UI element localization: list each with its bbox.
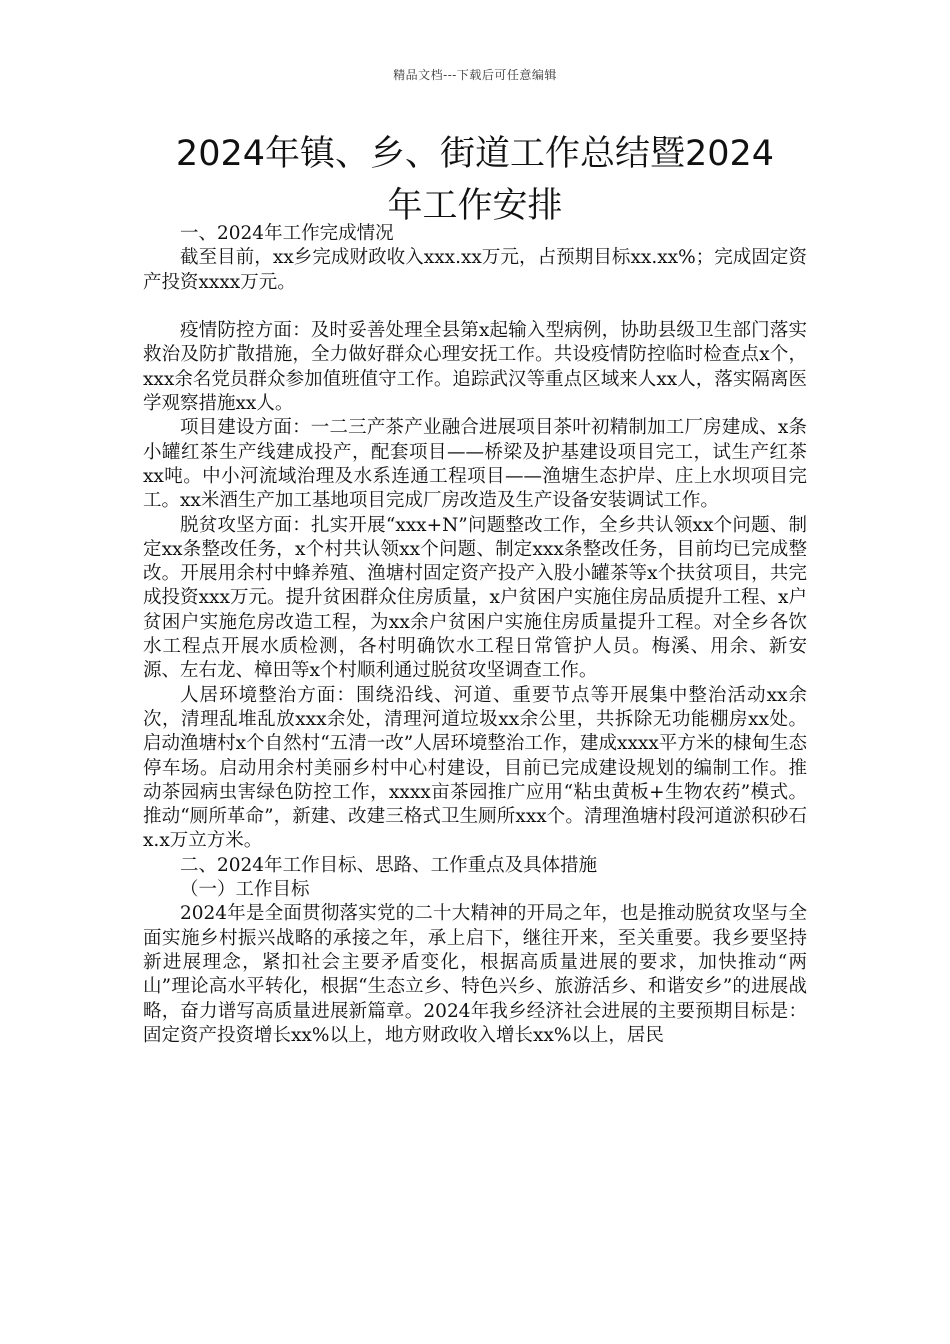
page-header: 精品文档---下载后可任意编辑 (393, 68, 557, 82)
paragraph-poverty-alleviation: 脱贫攻坚方面：扎实开展“xxx+N”问题整改工作，全乡共认领xx个问题、制定xx条整改任务，x个村共认领xx个问题、制定xxx条整改任务，目前均已完成整改。开展用余村中蜂养殖、渔塘村固定资产投产入股小罐茶等x个扶贫项目，共完成投资xxx万元。提升贫困群众住房质量，x户贫困户实施住房品质提升工程、x户贫困户实施危房改造工程，为xx余户贫困户实施住房质量提升工程。对全乡各饮水工程点开展水质检测，各村明确饮水工程日常管护人员。梅溪、用余、新安源、左右龙、樟田等x个村顺利通过脱贫攻坚调查工作。 (143, 514, 807, 682)
title-line-1: 2024年镇、乡、街道工作总结暨2024 (175, 134, 775, 174)
section-heading-2: 二、2024年工作目标、思路、工作重点及具体措施 (180, 854, 598, 876)
document-body (143, 222, 807, 1048)
section-heading-1: 一、2024年工作完成情况 (180, 223, 394, 244)
title-line-2: 年工作安排 (387, 186, 563, 226)
paragraph-epidemic-control: 疫情防控方面：及时妥善处理全县第x起输入型病例，协助县级卫生部门落实救治及防扩散措施，全力做好群众心理安抚工作。共设疫情防控临时检查点x个，xxx余名党员群众参加值班值守工作。追踪武汉等重点区域来人xx人，落实隔离医学观察措施xx人。 (143, 320, 807, 415)
paragraph-project-construction: 项目建设方面：一二三产茶产业融合进展项目茶叶初精制加工厂房建成、x条小罐红茶生产线建成投产，配套项目——桥梁及护基建设项目完工，试生产红茶xx吨。中小河流域治理及水系连通工程项目——渔塘生态护岸、庄上水坝项目完工。xx米酒生产加工基地项目完成厂房改造及生产设备安装调试工作。 (143, 417, 807, 512)
paragraph-finance-summary: 截至目前，xx乡完成财政收入xxx.xx万元，占预期目标xx.xx%；完成固定资产投资xxxx万元。 (143, 247, 807, 293)
document-title (110, 128, 840, 232)
subsection-heading-goals: （一）工作目标 (180, 879, 310, 901)
paragraph-environment-improvement: 人居环境整治方面：围绕沿线、河道、重要节点等开展集中整治活动xx余次，清理乱堆乱放xxx余处，清理河道垃圾xx余公里，共拆除无功能棚房xx处。启动渔塘村x个自然村“五清一改”人居环境整治工作，建成xxxx平方米的棣甸生态停车场。启动用余村美丽乡村中心村建设，目前已完成建设规划的编制工作。推动茶园病虫害绿色防控工作，xxxx亩茶园推广应用“粘虫黄板+生物农药”模式。推动“厕所革命”，新建、改建三格式卫生厕所xxx个。清理渔塘村段河道淤积砂石x.x万立方米。 (143, 684, 807, 852)
paragraph-work-goals: 2024年是全面贯彻落实党的二十大精神的开局之年，也是推动脱贫攻坚与全面实施乡村振兴战略的承接之年，承上启下，继往开来，至关重要。我乡要坚持新进展理念，紧扣社会主要矛盾变化，根据高质量进展的要求，加快推动“两山”理论高水平转化，根据“生态立乡、特色兴乡、旅游活乡、和谐安乡”的进展战略，奋力谱写高质量进展新篇章。2024年我乡经济社会进展的主要预期目标是：固定资产投资增长xx%以上，地方财政收入增长xx%以上，居民 (143, 903, 807, 1046)
paragraph-spacer (143, 295, 807, 319)
